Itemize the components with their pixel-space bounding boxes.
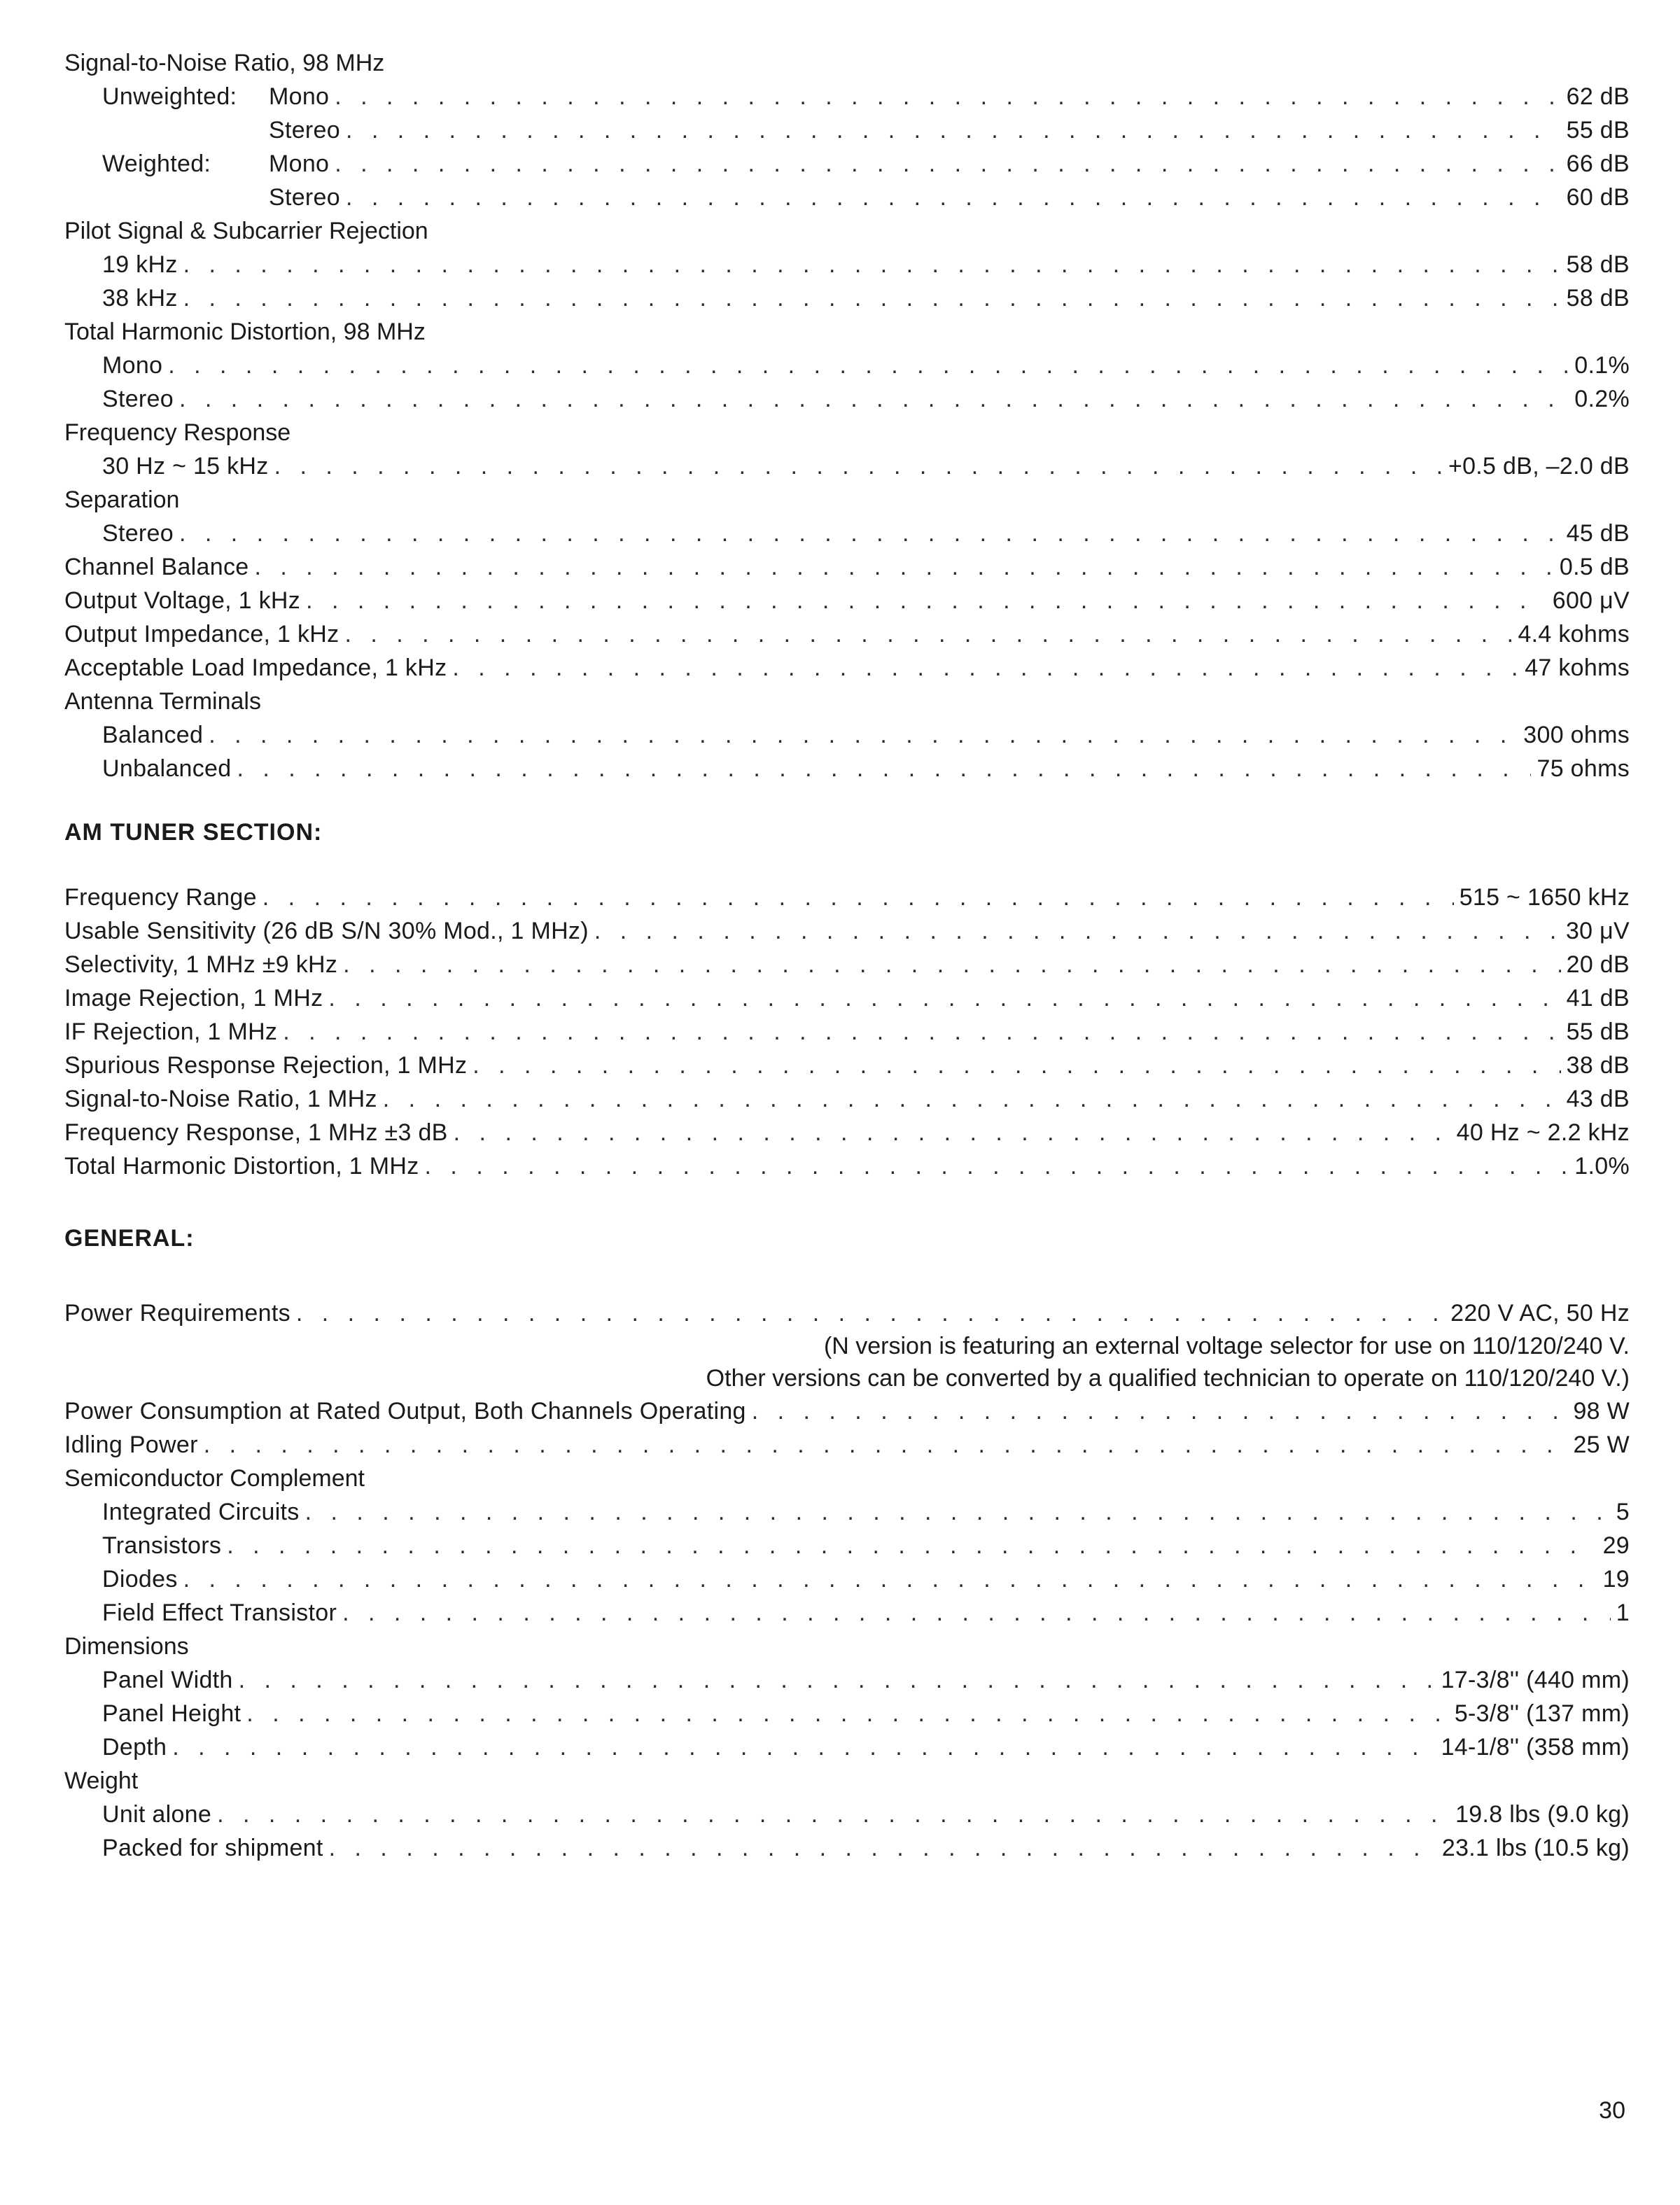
spec-sublabel: Weighted: xyxy=(102,150,211,177)
spec-value: 58 dB xyxy=(1566,251,1630,278)
spec-value: 5-3/8'' (137 mm) xyxy=(1454,1700,1630,1727)
dot-leader xyxy=(183,248,1561,281)
spec-group-title xyxy=(64,483,1630,517)
spec-label: Unbalanced xyxy=(102,755,232,782)
spec-row xyxy=(64,881,1630,914)
spec-value: 220 V AC, 50 Hz xyxy=(1450,1300,1630,1326)
dot-leader xyxy=(246,1697,1449,1730)
spec-row xyxy=(64,349,1630,382)
dot-leader xyxy=(239,1663,1436,1697)
spec-value: 0.2% xyxy=(1574,386,1630,412)
spec-group-title xyxy=(64,1764,1630,1798)
section-heading-general: GENERAL: xyxy=(64,1225,195,1252)
spec-label: Field Effect Transistor xyxy=(102,1600,337,1626)
dot-leader xyxy=(217,1798,1450,1831)
dot-leader xyxy=(183,281,1561,315)
spec-row xyxy=(64,617,1630,651)
spec-value: 43 dB xyxy=(1566,1086,1630,1112)
spec-group-title xyxy=(64,214,1630,248)
spec-label: Mono xyxy=(102,352,163,379)
spec-row xyxy=(64,181,1630,214)
spec-label: Semiconductor Complement xyxy=(64,1465,365,1492)
spec-label: Frequency Response, 1 MHz ±3 dB xyxy=(64,1119,448,1146)
dot-leader xyxy=(172,1730,1435,1764)
dot-leader xyxy=(425,1149,1569,1183)
spec-row xyxy=(64,1495,1630,1529)
spec-label: Selectivity, 1 MHz ±9 kHz xyxy=(64,951,338,978)
spec-label: Output Voltage, 1 kHz xyxy=(64,587,301,614)
dot-leader xyxy=(346,181,1561,214)
spec-label: Dimensions xyxy=(64,1633,189,1660)
spec-group-title xyxy=(64,685,1630,718)
dot-leader xyxy=(328,981,1560,1015)
spec-value: 20 dB xyxy=(1566,951,1630,978)
spec-value: 1 xyxy=(1616,1600,1630,1626)
spec-value: 47 kohms xyxy=(1525,654,1630,681)
spec-label: Pilot Signal & Subcarrier Rejection xyxy=(64,218,428,244)
spec-label: Signal-to-Noise Ratio, 1 MHz xyxy=(64,1086,377,1112)
dot-leader xyxy=(752,1394,1568,1428)
spec-value: 0.5 dB xyxy=(1559,554,1630,580)
spec-value: 17-3/8'' (440 mm) xyxy=(1441,1667,1630,1693)
spec-label: Power Requirements xyxy=(64,1300,290,1326)
spec-label: Frequency Response xyxy=(64,419,291,446)
spec-row xyxy=(64,248,1630,281)
spec-sublabel: Mono xyxy=(269,83,330,110)
spec-value: 19 xyxy=(1602,1566,1630,1592)
dot-leader xyxy=(179,517,1561,550)
dot-leader xyxy=(227,1529,1597,1562)
general-spec-block xyxy=(64,1296,1630,1865)
spec-row xyxy=(64,1082,1630,1116)
spec-group-title xyxy=(64,46,1630,80)
spec-value: 515 ~ 1650 kHz xyxy=(1459,884,1630,911)
dot-leader xyxy=(335,147,1560,181)
spec-row xyxy=(64,1394,1630,1428)
spec-row xyxy=(64,1049,1630,1082)
spec-group-title xyxy=(64,1630,1630,1663)
dot-leader xyxy=(262,881,1454,914)
spec-value: 4.4 kohms xyxy=(1518,621,1630,648)
spec-value: 5 xyxy=(1616,1499,1630,1525)
spec-label: Usable Sensitivity (26 dB S/N 30% Mod., 1 MHz) xyxy=(64,918,589,944)
spec-label: Channel Balance xyxy=(64,554,249,580)
spec-value: 1.0% xyxy=(1574,1153,1630,1180)
spec-value: 41 dB xyxy=(1566,985,1630,1011)
spec-value: 300 ohms xyxy=(1523,722,1630,748)
dot-leader xyxy=(296,1296,1445,1330)
spec-label xyxy=(102,80,329,113)
spec-label: Diodes xyxy=(102,1566,178,1592)
spec-value: 25 W xyxy=(1573,1432,1630,1458)
dot-leader xyxy=(274,449,1443,483)
spec-value: 0.1% xyxy=(1574,352,1630,379)
dot-leader xyxy=(179,382,1569,416)
spec-row xyxy=(64,80,1630,113)
spec-row xyxy=(64,1149,1630,1183)
spec-row xyxy=(64,1428,1630,1462)
spec-group-title xyxy=(64,1462,1630,1495)
spec-row xyxy=(64,1116,1630,1149)
dot-leader xyxy=(254,550,1553,584)
spec-row xyxy=(64,1015,1630,1049)
spec-label: Spurious Response Rejection, 1 MHz xyxy=(64,1052,468,1079)
spec-label: Power Consumption at Rated Output, Both Channels Operating xyxy=(64,1398,746,1424)
spec-row xyxy=(64,1562,1630,1596)
spec-label: Weight xyxy=(64,1768,139,1794)
dot-leader xyxy=(343,948,1560,981)
spec-label: Antenna Terminals xyxy=(64,688,261,715)
spec-value: +0.5 dB, –2.0 dB xyxy=(1448,453,1630,479)
spec-value: 60 dB xyxy=(1566,184,1630,211)
spec-row xyxy=(64,1596,1630,1630)
dot-leader xyxy=(237,752,1531,785)
spec-label: Output Impedance, 1 kHz xyxy=(64,621,340,648)
spec-value: 38 dB xyxy=(1566,1052,1630,1079)
dot-leader xyxy=(454,1116,1451,1149)
dot-leader xyxy=(183,1562,1597,1596)
dot-leader xyxy=(168,349,1569,382)
spec-value: 45 dB xyxy=(1566,520,1630,547)
spec-value: 23.1 lbs (10.5 kg) xyxy=(1441,1835,1630,1861)
spec-row xyxy=(64,752,1630,785)
dot-leader xyxy=(452,651,1519,685)
spec-row xyxy=(64,382,1630,416)
spec-label: Idling Power xyxy=(64,1432,198,1458)
spec-label: Balanced xyxy=(102,722,204,748)
spec-group-title xyxy=(64,416,1630,449)
spec-label: Depth xyxy=(102,1734,167,1760)
spec-value: 75 ohms xyxy=(1536,755,1630,782)
spec-label: Acceptable Load Impedance, 1 kHz xyxy=(64,654,447,681)
dot-leader xyxy=(209,718,1518,752)
spec-label: Stereo xyxy=(102,386,174,412)
spec-value: 55 dB xyxy=(1566,117,1630,144)
dot-leader xyxy=(204,1428,1568,1462)
spec-label xyxy=(102,147,329,181)
dot-leader xyxy=(306,584,1547,617)
spec-row xyxy=(64,449,1630,483)
spec-label: 38 kHz xyxy=(102,285,178,312)
spec-label: IF Rejection, 1 MHz xyxy=(64,1018,278,1045)
spec-value: 66 dB xyxy=(1566,150,1630,177)
spec-value: 600 μV xyxy=(1552,587,1630,614)
spec-label: Panel Width xyxy=(102,1667,233,1693)
spec-label: 19 kHz xyxy=(102,251,178,278)
spec-row xyxy=(64,1529,1630,1562)
section-heading-am: AM TUNER SECTION: xyxy=(64,819,323,846)
spec-label: 30 Hz ~ 15 kHz xyxy=(102,453,269,479)
spec-label: Packed for shipment xyxy=(102,1835,323,1861)
spec-label: Separation xyxy=(64,486,180,513)
spec-row xyxy=(64,517,1630,550)
spec-row xyxy=(64,981,1630,1015)
dot-leader xyxy=(305,1495,1611,1529)
spec-label: Total Harmonic Distortion, 1 MHz xyxy=(64,1153,419,1180)
spec-value: 62 dB xyxy=(1566,83,1630,110)
spec-row xyxy=(64,113,1630,147)
spec-row xyxy=(64,584,1630,617)
spec-value: 40 Hz ~ 2.2 kHz xyxy=(1456,1119,1630,1146)
spec-label: Frequency Range xyxy=(64,884,257,911)
dot-leader xyxy=(346,113,1561,147)
spec-value: 98 W xyxy=(1573,1398,1630,1424)
spec-row xyxy=(64,1296,1630,1330)
spec-label: Integrated Circuits xyxy=(102,1499,300,1525)
spec-value: 55 dB xyxy=(1566,1018,1630,1045)
spec-value: 58 dB xyxy=(1566,285,1630,312)
spec-row xyxy=(64,1831,1630,1865)
spec-label: Stereo xyxy=(102,520,174,547)
spec-value: 29 xyxy=(1602,1532,1630,1559)
spec-row xyxy=(64,1697,1630,1730)
spec-group-title xyxy=(64,315,1630,349)
power-note-line: Other versions can be converted by a qualified technician to operate on 110/120/240 V.) xyxy=(706,1365,1630,1392)
spec-row xyxy=(64,1663,1630,1697)
dot-leader xyxy=(344,617,1512,651)
am-spec-block xyxy=(64,881,1630,1183)
spec-label: Transistors xyxy=(102,1532,222,1559)
spec-row xyxy=(64,914,1630,948)
spec-row xyxy=(64,550,1630,584)
spec-value: 19.8 lbs (9.0 kg) xyxy=(1455,1801,1630,1828)
fm-spec-block xyxy=(64,46,1630,785)
spec-value: 14-1/8'' (358 mm) xyxy=(1441,1734,1630,1760)
spec-label: Image Rejection, 1 MHz xyxy=(64,985,323,1011)
spec-row xyxy=(64,281,1630,315)
spec-label: Panel Height xyxy=(102,1700,241,1727)
spec-label: Stereo xyxy=(269,117,340,144)
page-number: 30 xyxy=(1599,2097,1625,2124)
spec-label: Stereo xyxy=(269,184,340,211)
spec-row xyxy=(64,718,1630,752)
dot-leader xyxy=(342,1596,1611,1630)
power-note-line: (N version is featuring an external voltage selector for use on 110/120/240 V. xyxy=(823,1333,1630,1359)
spec-row xyxy=(64,1798,1630,1831)
spec-sublabel: Unweighted: xyxy=(102,83,237,110)
dot-leader xyxy=(329,1831,1436,1865)
spec-label: Total Harmonic Distortion, 98 MHz xyxy=(64,318,426,345)
dot-leader xyxy=(472,1049,1560,1082)
spec-value: 30 μV xyxy=(1565,918,1630,944)
spec-sublabel: Mono xyxy=(269,150,330,177)
spec-row xyxy=(64,948,1630,981)
spec-row xyxy=(64,1730,1630,1764)
dot-leader xyxy=(335,80,1560,113)
dot-leader xyxy=(283,1015,1560,1049)
spec-label: Unit alone xyxy=(102,1801,212,1828)
spec-label: Signal-to-Noise Ratio, 98 MHz xyxy=(64,50,385,76)
spec-row xyxy=(64,147,1630,181)
dot-leader xyxy=(594,914,1560,948)
dot-leader xyxy=(383,1082,1561,1116)
spec-row xyxy=(64,651,1630,685)
